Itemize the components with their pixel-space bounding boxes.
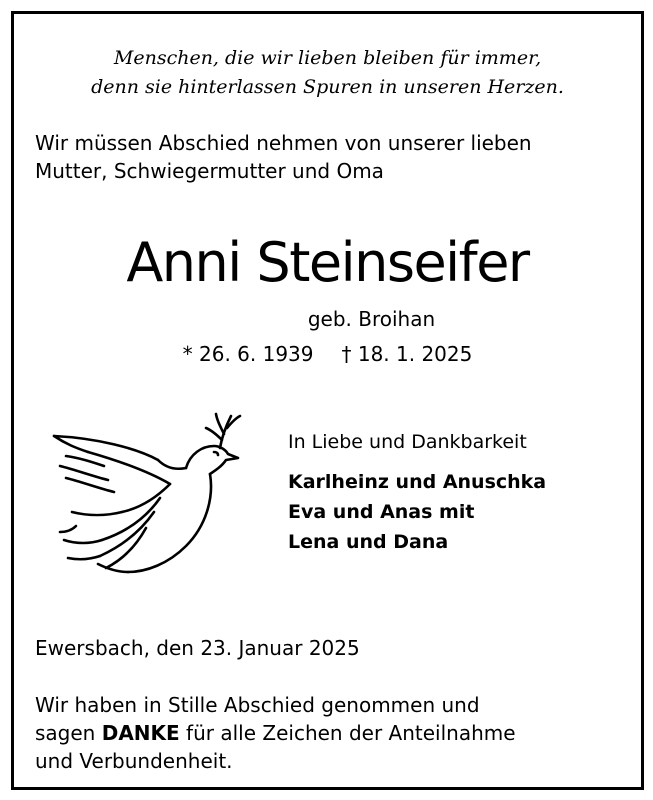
intro-text bbox=[35, 129, 625, 185]
closing-line-1: Wir haben in Stille Abschied genommen und bbox=[35, 693, 480, 717]
life-dates bbox=[14, 339, 641, 369]
closing-danke: DANKE bbox=[101, 721, 180, 745]
obituary-frame bbox=[11, 11, 644, 790]
closing-line-2-pre: sagen bbox=[35, 721, 102, 745]
closing-line-2-post: für alle Zeichen der Anteilnahme bbox=[179, 721, 516, 745]
dove-icon bbox=[36, 408, 246, 578]
motto-line-2: denn sie hinterlassen Spuren in unseren Herzen. bbox=[91, 76, 564, 98]
mourners-names bbox=[288, 467, 628, 557]
deceased-name: Anni Steinseifer bbox=[126, 231, 529, 294]
closing-line-2 bbox=[35, 719, 625, 747]
intro-line-2: Mutter, Schwiegermutter und Oma bbox=[35, 159, 384, 183]
closing-line-3: und Verbundenheit. bbox=[35, 749, 233, 773]
death-date: † 18. 1. 2025 bbox=[341, 342, 473, 366]
mourner-line: Eva und Anas mit bbox=[288, 501, 475, 523]
birth-date: * 26. 6. 1939 bbox=[182, 342, 314, 366]
closing-text bbox=[35, 691, 625, 775]
motto bbox=[14, 44, 641, 102]
motto-line-1: Menschen, die wir lieben bleiben für immer, bbox=[113, 47, 542, 69]
place-date: Ewersbach, den 23. Januar 2025 bbox=[35, 636, 360, 660]
mourner-line: Karlheinz und Anuschka bbox=[288, 471, 547, 493]
intro-line-1: Wir müssen Abschied nehmen von unserer lieben bbox=[35, 131, 532, 155]
birth-name: geb. Broihan bbox=[307, 307, 436, 331]
mourners-lead: In Liebe und Dankbarkeit bbox=[288, 431, 527, 453]
mourners-block bbox=[288, 427, 628, 557]
mourner-line: Lena und Dana bbox=[288, 531, 449, 553]
